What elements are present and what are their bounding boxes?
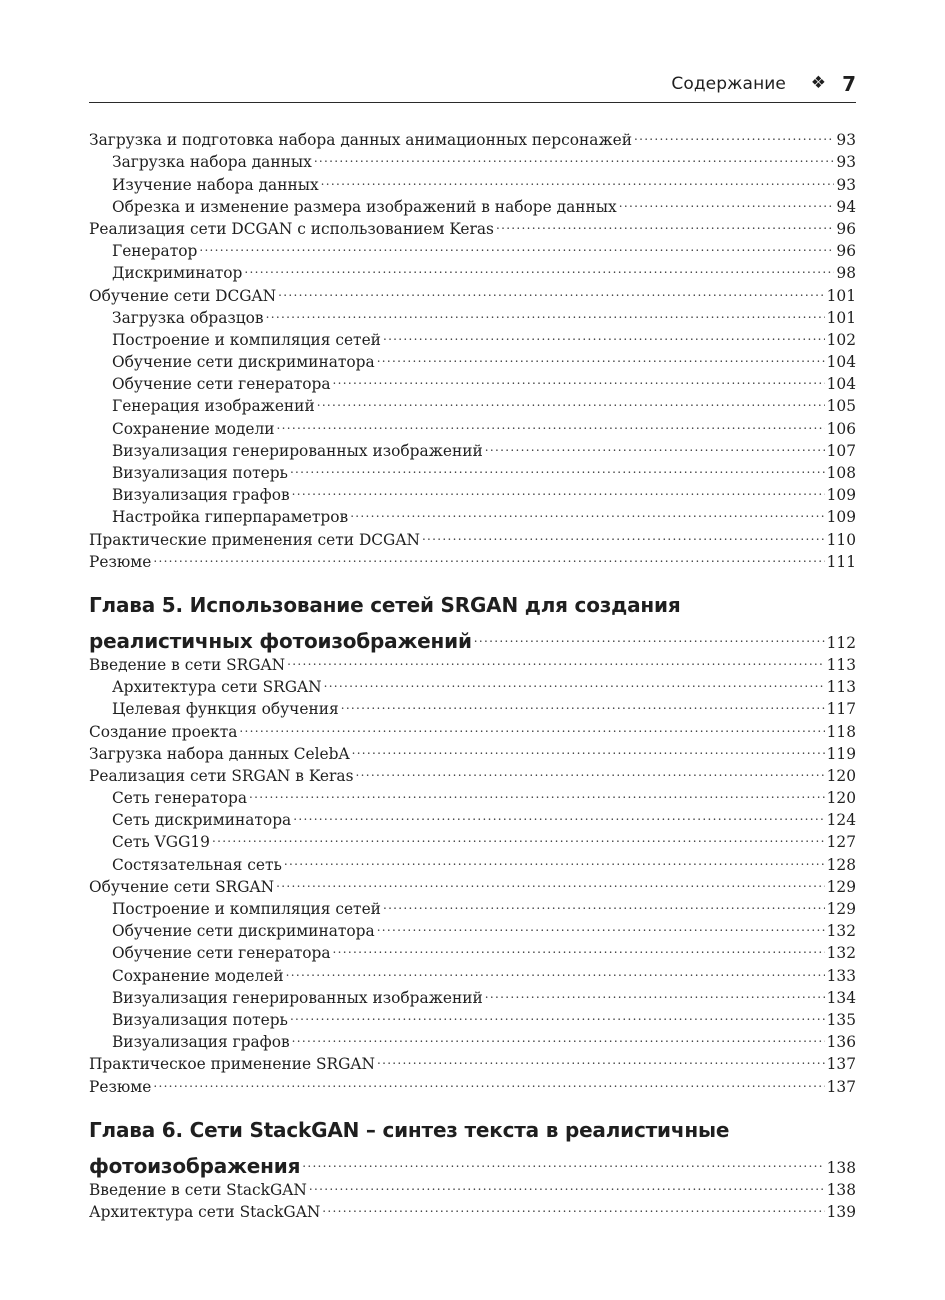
dot-leader: [284, 847, 825, 869]
toc-entry-page: 135: [826, 1010, 856, 1029]
toc-entry-page: 129: [826, 900, 856, 918]
toc-entry-title: Обучение сети SRGAN: [89, 877, 275, 896]
toc-entry-title: Построение и компиляция сетей: [112, 330, 381, 349]
dot-leader: [153, 1069, 824, 1091]
toc-entry-title: Реализация сети SRGAN в Keras: [89, 766, 354, 785]
chapter-6-heading[interactable]: [89, 1145, 856, 1178]
dot-leader: [287, 648, 824, 670]
chapter-6-title-line1: Глава 6. Сети StackGAN – синтез текста в реалистичные: [89, 1117, 730, 1142]
toc-entry[interactable]: [89, 256, 856, 283]
toc-entry-page: 108: [826, 464, 856, 482]
toc-entry-title: Введение в сети StackGAN: [89, 1180, 307, 1199]
dot-leader: [474, 620, 825, 648]
dot-leader: [377, 914, 825, 936]
dot-leader: [322, 1195, 824, 1217]
toc-entry-page: 128: [826, 855, 856, 874]
toc-entry-title: Визуализация генерированных изображений: [112, 441, 483, 460]
toc-entry-page: 105: [826, 397, 856, 416]
dot-leader: [309, 1173, 825, 1195]
dot-leader: [244, 256, 834, 278]
toc-entry-page: 119: [826, 744, 856, 763]
toc-entry-page: 94: [836, 197, 856, 216]
toc-entry-page: 93: [836, 131, 856, 150]
toc-entry-page: 127: [826, 833, 856, 852]
dot-leader: [383, 323, 825, 345]
toc-entry-title: Резюме: [89, 552, 152, 571]
dot-leader: [485, 981, 825, 1003]
dot-leader: [276, 870, 824, 892]
toc-entry-title: Настройка гиперпараметров: [112, 508, 349, 527]
toc-entry-title: Обучение сети генератора: [112, 944, 331, 963]
toc-entry-title: Состязательная сеть: [112, 855, 282, 874]
toc-entry-page: 117: [826, 700, 856, 719]
chapter-5: [89, 590, 856, 1096]
ornament-icon: ❖: [810, 73, 826, 93]
toc-entry-title: Генерация изображений: [112, 397, 315, 416]
toc-entry-title: Дискриминатор: [112, 264, 243, 283]
dot-leader: [302, 1145, 824, 1173]
dot-leader: [377, 345, 825, 367]
toc-entry-title: Загрузка набора данных: [112, 153, 312, 172]
toc-entry-title: Практическое применение SRGAN: [89, 1055, 375, 1074]
toc-entry-page: 137: [826, 1077, 856, 1096]
toc-entry-title: Резюме: [89, 1077, 152, 1096]
toc-entry-page: 93: [836, 175, 856, 194]
toc-entry-title: Сохранение моделей: [112, 966, 284, 985]
toc-entry-title: Сеть дискриминатора: [112, 811, 292, 830]
dot-leader: [292, 1025, 825, 1047]
chapter-5-title-line1: Глава 5. Использование сетей SRGAN для создания: [89, 592, 681, 617]
toc-entry-page: 113: [826, 678, 856, 697]
toc-entry-page: 96: [836, 219, 856, 238]
page-header: [89, 72, 856, 103]
toc-entry-title: Загрузка образцов: [112, 308, 264, 327]
chapter-5-title-line2: реалистичных фотоизображений: [89, 628, 472, 653]
toc-entry-page: 98: [836, 264, 856, 283]
toc-entry-title: Обучение сети дискриминатора: [112, 922, 375, 941]
toc-entry-title: Визуализация генерированных изображений: [112, 988, 483, 1007]
toc-entry-page: 96: [836, 242, 856, 261]
toc-entry-title: Генератор: [112, 242, 198, 261]
dot-leader: [383, 892, 825, 914]
chapter-6-entries: [89, 1173, 856, 1221]
toc-entry-page: 118: [826, 722, 856, 741]
toc-entry-title: Визуализация потерь: [112, 464, 288, 482]
chapter-5-entries: [89, 648, 856, 1096]
toc-entry-title: Визуализация графов: [112, 1033, 290, 1052]
chapter-6-page: 138: [826, 1158, 856, 1177]
dot-leader: [290, 456, 825, 478]
dot-leader: [496, 212, 834, 234]
toc-entry-title: Архитектура сети StackGAN: [89, 1202, 321, 1221]
dot-leader: [153, 545, 824, 567]
toc-entry-title: Загрузка и подготовка набора данных анимационных персонажей: [89, 131, 632, 150]
dot-leader: [317, 389, 825, 411]
toc-entry-page: 138: [826, 1180, 856, 1199]
toc-entry-page: 101: [826, 308, 856, 327]
dot-leader: [212, 825, 825, 847]
toc-entry-page: 104: [826, 375, 856, 394]
toc-entry-page: 113: [826, 655, 856, 674]
toc-entry-title: Введение в сети SRGAN: [89, 655, 286, 674]
dot-leader: [634, 123, 834, 145]
toc-entry-title: Визуализация потерь: [112, 1010, 288, 1029]
table-of-contents: [89, 123, 856, 1221]
toc-entry-title: Реализация сети DCGAN с использованием Keras: [89, 219, 494, 238]
dot-leader: [485, 434, 825, 456]
toc-entry[interactable]: [89, 123, 856, 150]
dot-leader: [341, 692, 825, 714]
toc-entry-page: 137: [826, 1055, 856, 1074]
chapter-6: [89, 1115, 856, 1221]
dot-leader: [333, 936, 825, 958]
toc-entry-page: 120: [826, 766, 856, 785]
dot-leader: [314, 145, 835, 167]
dot-leader: [377, 1047, 825, 1069]
toc-entry-page: 132: [826, 944, 856, 963]
toc-entry-title: Практические применения сети DCGAN: [89, 530, 420, 549]
dot-leader: [278, 278, 824, 300]
toc-entry-page: 93: [836, 153, 856, 172]
dot-leader: [321, 167, 835, 189]
toc-entry[interactable]: [89, 545, 856, 571]
dot-leader: [290, 1003, 825, 1025]
toc-entry-title: Визуализация графов: [112, 486, 290, 505]
toc-entry-title: Обучение сети дискриминатора: [112, 353, 375, 372]
dot-leader: [266, 301, 825, 323]
toc-entry-page: 129: [826, 877, 856, 896]
dot-leader: [352, 737, 825, 759]
toc-entry-page: 136: [826, 1033, 856, 1052]
toc-entry-title: Изучение набора данных: [112, 175, 319, 194]
toc-entry-title: Обучение сети DCGAN: [89, 286, 277, 305]
toc-entry[interactable]: [89, 234, 856, 261]
toc-entry-title: Построение и компиляция сетей: [112, 900, 381, 918]
dot-leader: [350, 500, 824, 522]
running-title: Содержание: [671, 74, 786, 94]
page-number: 7: [842, 72, 856, 96]
dot-leader: [324, 670, 825, 692]
dot-leader: [286, 958, 825, 980]
dot-leader: [249, 781, 825, 803]
toc-entry-title: Сеть VGG19: [112, 833, 210, 852]
toc-entry-title: Создание проекта: [89, 722, 238, 741]
toc-entry-page: 107: [826, 441, 856, 460]
dot-leader: [355, 759, 824, 781]
chapter-5-page: 112: [826, 633, 856, 652]
toc-entry-page: 102: [826, 330, 856, 349]
toc-entry-page: 110: [826, 530, 856, 549]
toc-entry-page: 120: [826, 789, 856, 808]
toc-entry-page: 101: [826, 286, 856, 305]
toc-entry-page: 124: [826, 811, 856, 830]
toc-entry-page: 139: [826, 1202, 856, 1221]
toc-entry-title: Обучение сети генератора: [112, 375, 331, 394]
toc-entry-page: 106: [826, 419, 856, 438]
dot-leader: [422, 522, 825, 544]
dot-leader: [292, 478, 825, 500]
toc-section-continued: [89, 123, 856, 571]
toc-entry-title: Архитектура сети SRGAN: [112, 678, 322, 697]
toc-entry-page: 111: [826, 552, 856, 571]
dot-leader: [333, 367, 825, 389]
dot-leader: [619, 190, 835, 212]
toc-entry-title: Целевая функция обучения: [112, 700, 339, 719]
toc-entry-title: Сохранение модели: [112, 419, 275, 438]
chapter-5-heading[interactable]: [89, 620, 856, 653]
dot-leader: [199, 234, 834, 256]
toc-entry-title: Обрезка и изменение размера изображений в наборе данных: [112, 197, 617, 216]
chapter-6-title-line2: фотоизображения: [89, 1153, 301, 1178]
dot-leader: [239, 714, 824, 736]
toc-entry-page: 133: [826, 966, 856, 985]
toc-entry-page: 134: [826, 988, 856, 1007]
toc-entry-page: 104: [826, 353, 856, 372]
toc-entry-title: Сеть генератора: [112, 789, 248, 808]
toc-entry-title: Загрузка набора данных CelebA: [89, 744, 350, 763]
dot-leader: [277, 411, 825, 433]
dot-leader: [293, 803, 824, 825]
toc-entry-page: 109: [826, 508, 856, 527]
toc-entry[interactable]: [89, 1069, 856, 1096]
toc-entry-page: 132: [826, 922, 856, 941]
toc-entry-page: 109: [826, 486, 856, 505]
